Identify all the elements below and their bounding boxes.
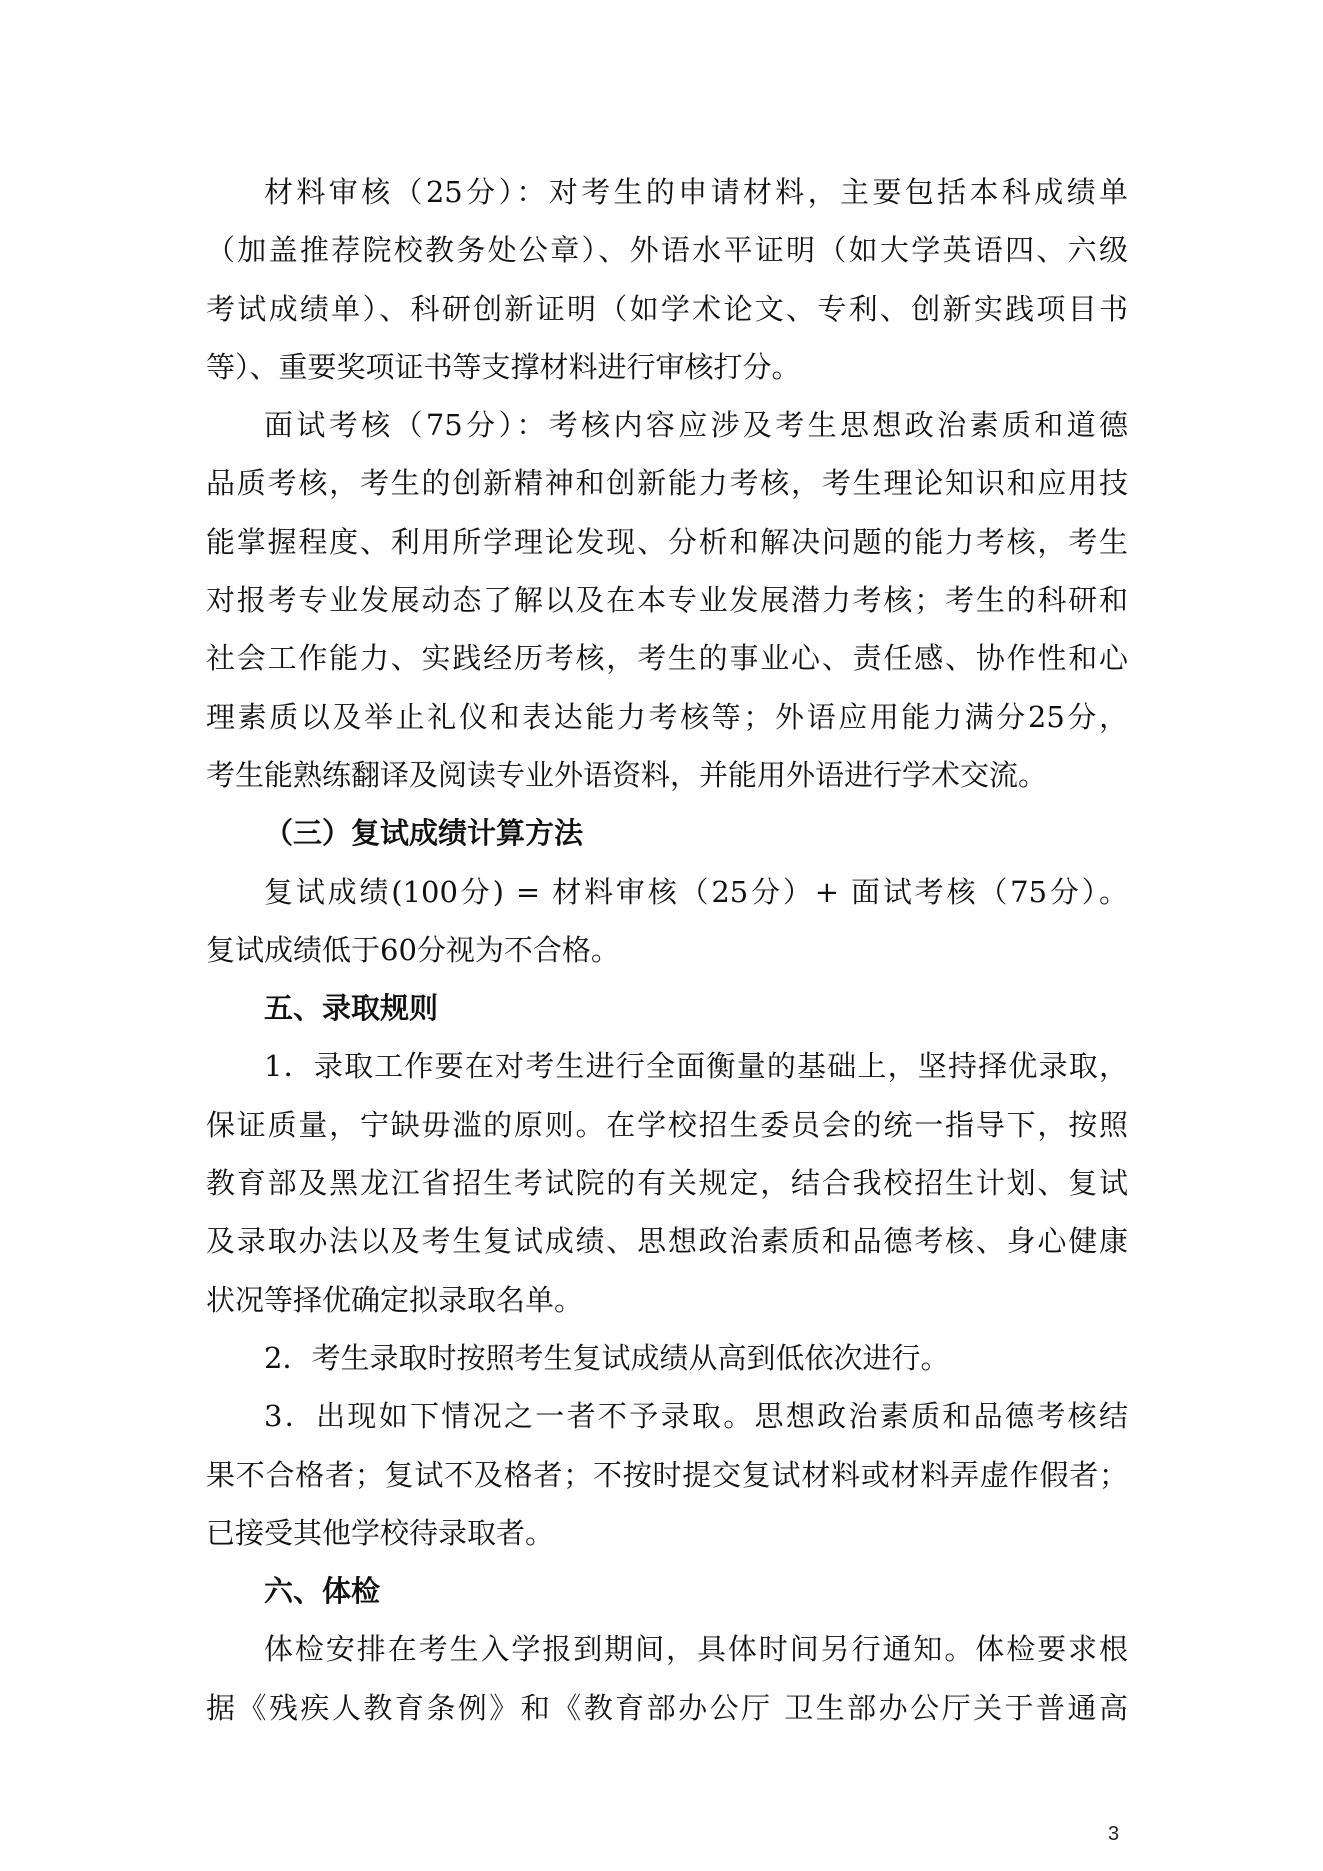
paragraph-line: 及录取办法以及考生复试成绩、思想政治素质和品德考核、身心健康 xyxy=(206,1224,1128,1259)
paragraph-line: 对报考专业发展动态了解以及在本专业发展潜力考核；考生的科研和 xyxy=(206,583,1128,618)
paragraph-line: 复试成绩(100分) = 材料审核（25分）+ 面试考核（75分）。 xyxy=(264,874,1128,909)
paragraph-line: 面试考核（75分）：考核内容应涉及考生思想政治素质和道德 xyxy=(264,408,1128,443)
paragraph-line: 品质考核，考生的创新精神和创新能力考核，考生理论知识和应用技 xyxy=(206,466,1128,501)
paragraph-line: 理素质以及举止礼仪和表达能力考核等；外语应用能力满分25分， xyxy=(206,699,1128,734)
paragraph-line: 复试成绩低于60分视为不合格。 xyxy=(206,932,620,967)
paragraph-line: （加盖推荐院校教务处公章）、外语水平证明（如大学英语四、六级 xyxy=(206,233,1128,268)
paragraph-line: 已接受其他学校待录取者。 xyxy=(206,1515,555,1550)
paragraph-line: 考试成绩单）、科研创新证明（如学术论文、专利、创新实践项目书 xyxy=(206,291,1128,326)
paragraph-score-formula xyxy=(206,863,1128,980)
paragraph-line: 材料审核（25分）：对考生的申请材料，主要包括本科成绩单 xyxy=(264,175,1128,209)
section-heading-admission-rules: 五、录取规则 xyxy=(264,991,439,1026)
paragraph-line: 社会工作能力、实践经历考核，考生的事业心、责任感、协作性和心 xyxy=(206,641,1128,676)
paragraph-material-review xyxy=(206,163,1128,396)
paragraph-line: 教育部及黑龙江省招生考试院的有关规定，结合我校招生计划、复试 xyxy=(206,1166,1128,1201)
document-body xyxy=(206,163,1128,1737)
paragraph-line: 3．出现如下情况之一者不予录取。思想政治素质和品德考核结 xyxy=(264,1399,1128,1434)
page-number: 3 xyxy=(1108,1823,1120,1845)
paragraph-rule-3 xyxy=(206,1387,1128,1562)
paragraph-interview xyxy=(206,396,1128,804)
paragraph-medical-exam xyxy=(206,1620,1128,1737)
paragraph-line: 2．考生录取时按照考生复试成绩从高到低依次进行。 xyxy=(264,1340,950,1375)
paragraph-line: 体检安排在考生入学报到期间，具体时间另行通知。体检要求根 xyxy=(264,1632,1128,1667)
paragraph-line: 据《残疾人教育条例》和《教育部办公厅 卫生部办公厅关于普通高 xyxy=(206,1690,1128,1725)
section-heading-score-method: （三）复试成绩计算方法 xyxy=(264,816,584,851)
paragraph-line: 保证质量，宁缺毋滥的原则。在学校招生委员会的统一指导下，按照 xyxy=(206,1107,1128,1142)
paragraph-rule-2 xyxy=(206,1329,1128,1387)
paragraph-line: 1．录取工作要在对考生进行全面衡量的基础上，坚持择优录取， xyxy=(264,1049,1128,1084)
paragraph-line: 果不合格者；复试不及格者；不按时提交复试材料或材料弄虚作假者； xyxy=(206,1457,1128,1492)
paragraph-line: 等）、重要奖项证书等支撑材料进行审核打分。 xyxy=(206,349,801,384)
section-heading-medical-exam: 六、体检 xyxy=(264,1574,381,1609)
paragraph-line: 状况等择优确定拟录取名单。 xyxy=(206,1282,584,1317)
paragraph-line: 能掌握程度、利用所学理论发现、分析和解决问题的能力考核，考生 xyxy=(206,524,1128,559)
paragraph-line: 考生能熟练翻译及阅读专业外语资料，并能用外语进行学术交流。 xyxy=(206,757,1048,792)
paragraph-rule-1 xyxy=(206,1037,1128,1328)
